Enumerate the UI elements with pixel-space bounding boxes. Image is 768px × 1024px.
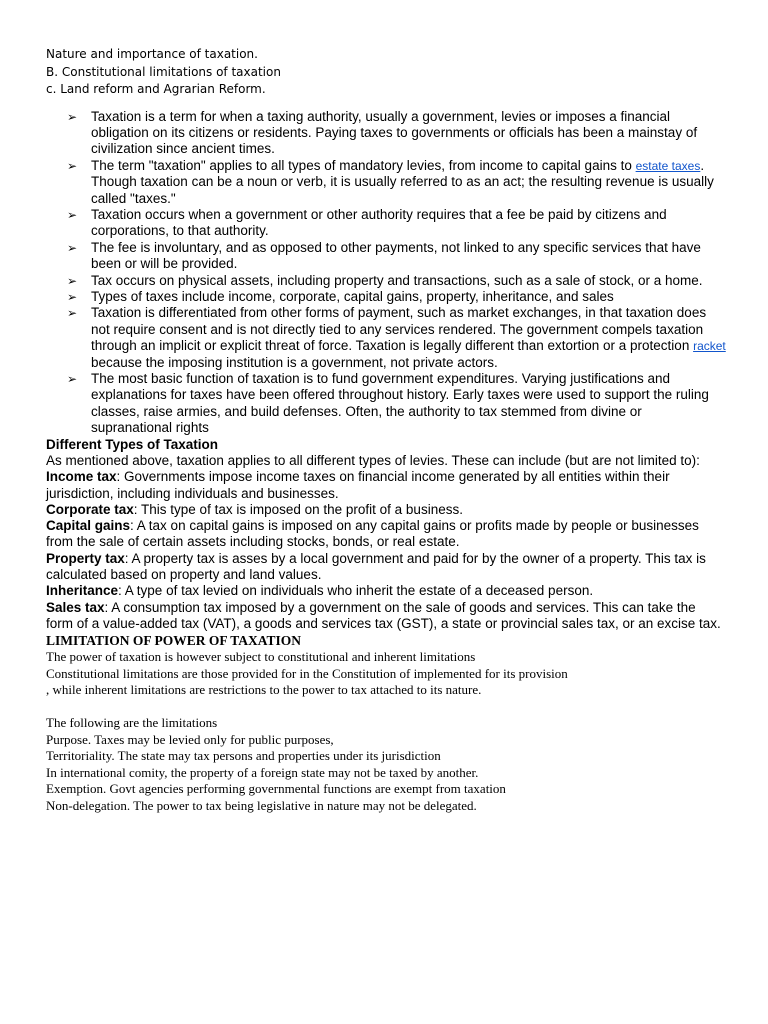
tax-type-term: Sales tax (46, 599, 105, 615)
tax-type-item (46, 518, 726, 551)
tax-type-desc: : Governments impose income taxes on financial income generated by all entities within their jurisdiction, including individuals and businesses. (46, 469, 670, 501)
bullet-text: Taxation is a term for when a taxing authority, usually a government, levies or imposes a financial obligation on its citizens or residents. Paying taxes to governments or officials has been a mainstay of civilization since ancient times. (91, 108, 698, 157)
section-heading: Different Types of Taxation (46, 436, 219, 452)
limitation-line: The power of taxation is however subject to constitutional and inherent limitations (46, 649, 476, 665)
outline-line: Nature and importance of taxation. (46, 47, 258, 61)
tax-type-desc: : A type of tax levied on individuals who inherit the estate of a deceased person. (118, 583, 594, 599)
arrow-bullet-icon: ➢ (67, 372, 78, 386)
bullet-text: Taxation occurs when a government or other authority requires that a fee be paid by citizens and corporations, to that authority. (91, 206, 667, 239)
bullet-text: Types of taxes include income, corporate, capital gains, property, inheritance, and sales (91, 288, 614, 304)
tax-type-term: Inheritance (46, 583, 119, 599)
tax-type-term: Property tax (46, 550, 125, 566)
limitation-section (46, 632, 726, 814)
tax-type-item (46, 551, 726, 584)
tax-type-term: Income tax (46, 469, 117, 485)
arrow-bullet-icon: ➢ (67, 273, 78, 288)
bullet-text: because the imposing institution is a government, not private actors. (91, 354, 498, 370)
tax-type-desc: : A property tax is asses by a local government and paid for by the owner of a property. This tax is calculated based on property and land values. (46, 550, 706, 582)
limitation-line: Purpose. Taxes may be levied only for public purposes, (46, 731, 334, 747)
estate-taxes-link[interactable]: estate taxes (635, 158, 701, 173)
bullet-text: The fee is involuntary, and as opposed to other payments, not linked to any specific services that have been or will be provided. (91, 239, 701, 272)
list-item (67, 272, 726, 289)
bullet-text: Taxation is differentiated from other forms of payment, such as market exchanges, in that taxation does not require consent and is not directly tied to any services rendered. The government compels taxation through an implicit or explicit threat of force. Taxation is legally different than extortion or a protection (91, 305, 707, 354)
tax-type-item (46, 600, 726, 633)
limitation-line: , while inherent limitations are restrictions to the power to tax attached to its nature. (46, 682, 482, 698)
list-item (67, 157, 726, 207)
tax-type-term: Capital gains (46, 518, 131, 534)
tax-types-section (46, 437, 726, 633)
arrow-bullet-icon: ➢ (67, 158, 78, 173)
bullet-text: The term "taxation" applies to all types of mandatory levies, from income to capital gains to (91, 157, 636, 173)
tax-type-desc: : This type of tax is imposed on the profit of a business. (133, 501, 463, 517)
outline-line: c. Land reform and Agrarian Reform. (46, 82, 266, 96)
bullet-text: The most basic function of taxation is to fund government expenditures. Varying justifications and explanations for taxes have been offered throughout history. Early taxes were used to support the ruling classes, raise armies, and build defenses. Often, the authority to tax stemmed from divine or supranational rights (91, 371, 709, 436)
tax-type-desc: : A consumption tax imposed by a government on the sale of goods and services. This can take the form of a value-added tax (VAT), a goods and services tax (GST), a state or provincial sales tax, or an excise tax. (46, 599, 721, 631)
limitation-line: The following are the limitations (46, 715, 218, 731)
arrow-bullet-icon: ➢ (67, 207, 78, 222)
limitation-line: Exemption. Govt agencies performing governmental functions are exempt from taxation (46, 781, 506, 797)
section-intro: As mentioned above, taxation applies to all different types of levies. These can include (but are not limited to): (46, 452, 700, 468)
arrow-bullet-icon: ➢ (67, 109, 78, 124)
bullet-text: . Though taxation can be a noun or verb, it is usually referred to as an act; the resulting revenue is usually called "taxes." (91, 157, 714, 206)
topic-outline (46, 46, 726, 99)
list-item (67, 288, 726, 305)
list-item (67, 108, 726, 158)
list-item (67, 305, 726, 371)
tax-type-desc: : A tax on capital gains is imposed on any capital gains or profits made by people or businesses from the sale of certain assets including stocks, bonds, or real estate. (46, 518, 699, 550)
tax-type-item (46, 583, 726, 599)
limitation-line: In international comity, the property of a foreign state may not be taxed by another. (46, 764, 479, 780)
arrow-bullet-icon: ➢ (67, 306, 78, 321)
tax-type-term: Corporate tax (46, 501, 134, 517)
document-page (46, 46, 726, 814)
tax-type-item (46, 469, 726, 502)
arrow-bullet-icon: ➢ (67, 240, 78, 255)
bullet-text: Tax occurs on physical assets, including property and transactions, such as a sale of stock, or a home. (91, 272, 703, 288)
racket-link[interactable]: racket (693, 339, 726, 354)
list-item (67, 371, 726, 437)
list-item (67, 206, 726, 240)
limitation-line: Territoriality. The state may tax persons and properties under its jurisdiction (46, 748, 441, 764)
outline-line: B. Constitutional limitations of taxation (46, 64, 281, 79)
taxation-bullet-list (46, 109, 726, 437)
list-item (67, 239, 726, 273)
limitation-line: Constitutional limitations are those provided for in the Constitution of implemented for its provision (46, 665, 568, 681)
tax-type-item (46, 502, 726, 518)
section-heading: LIMITATION OF POWER OF TAXATION (46, 633, 302, 649)
arrow-bullet-icon: ➢ (67, 289, 78, 304)
blank-line (46, 699, 726, 716)
limitation-line: Non-delegation. The power to tax being legislative in nature may not be delegated. (46, 797, 477, 813)
